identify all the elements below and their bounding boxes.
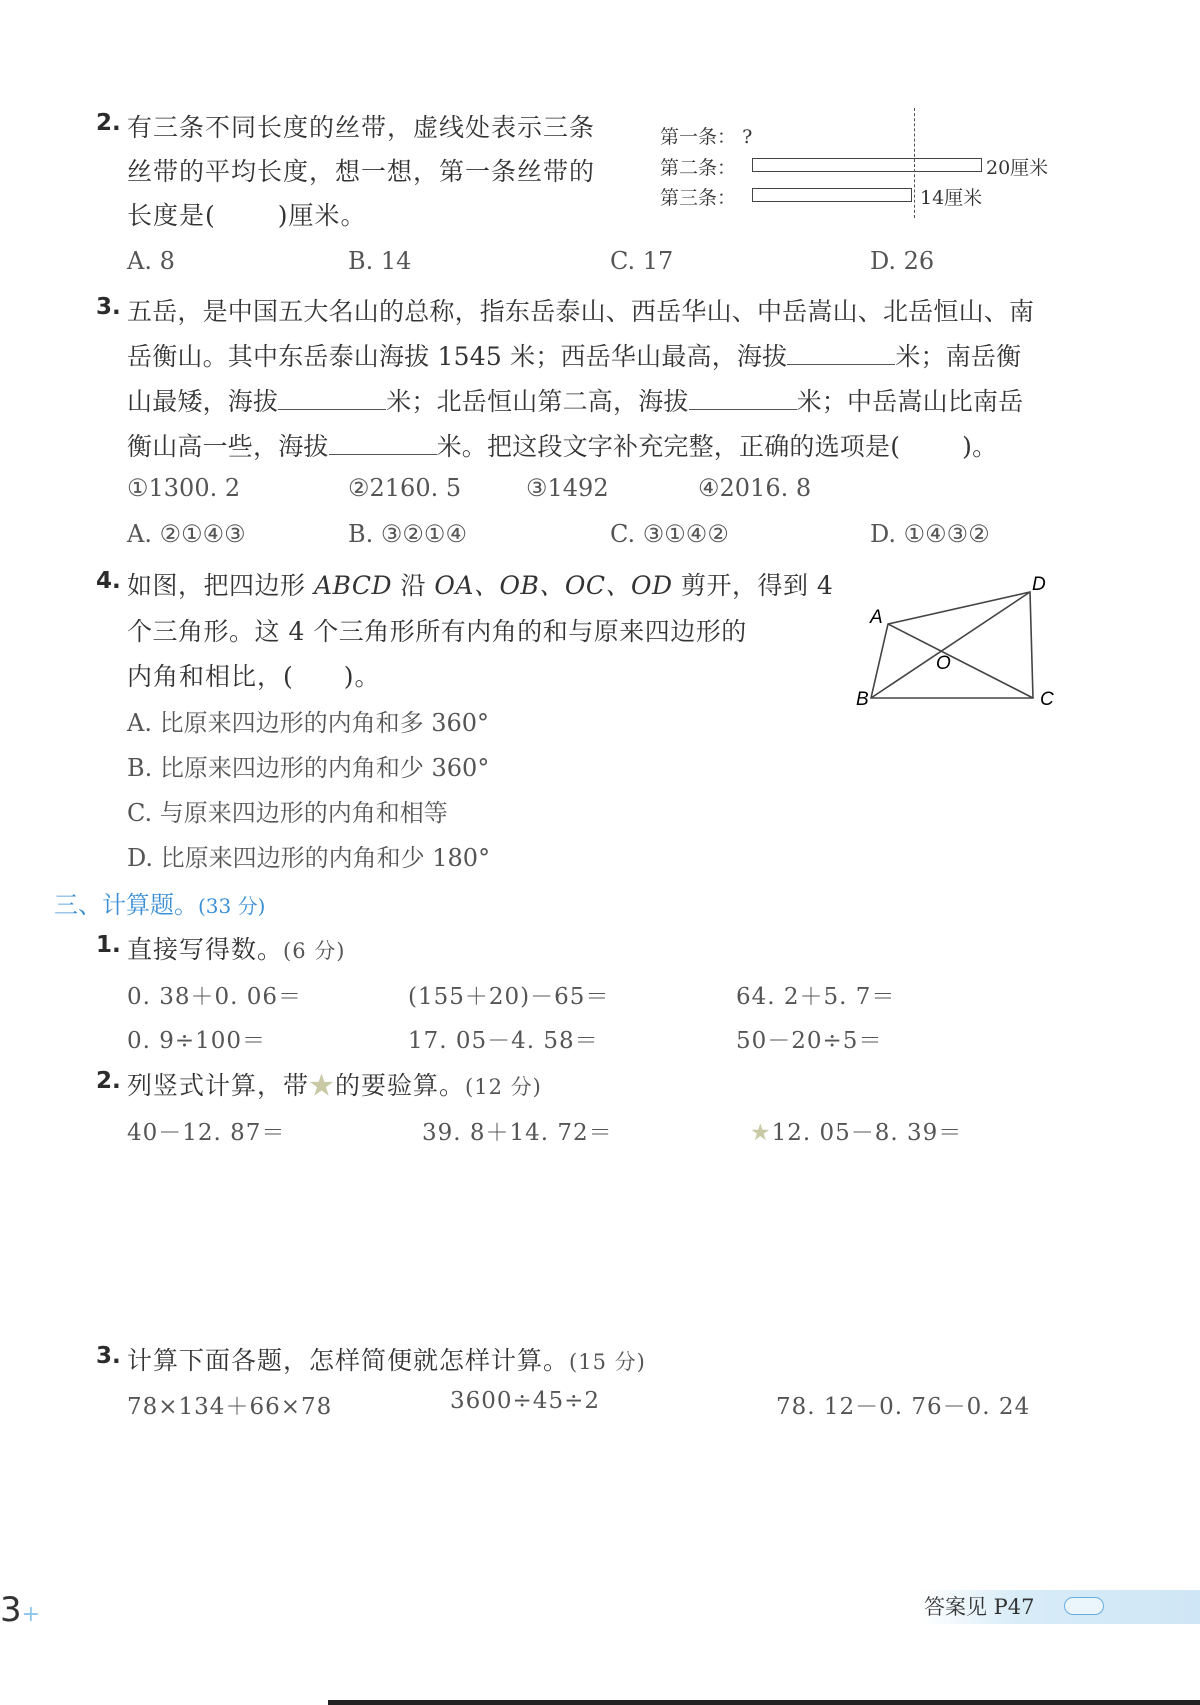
c1-item-6: 50－20÷5＝ xyxy=(736,1028,883,1054)
ribbon-3-length: 14厘米 xyxy=(920,187,983,209)
quadrilateral-figure xyxy=(840,575,1080,715)
c1-title: 直接写得数。(6 分) xyxy=(127,935,346,964)
q3-number: 3. xyxy=(96,294,121,320)
q4-line3: 内角和相比，( )。 xyxy=(127,662,381,691)
q3-value-2: ②2160. 5 xyxy=(348,474,462,502)
q3-option-a: A. ②①④③ xyxy=(127,520,246,548)
answer-reference: 答案见 P47 xyxy=(924,1595,1035,1619)
c1-item-4: 0. 9÷100＝ xyxy=(127,1028,267,1054)
ribbon-3-label: 第三条： xyxy=(660,187,737,209)
rocket-icon xyxy=(1064,1597,1104,1615)
average-dashed-line xyxy=(914,108,915,218)
q4-option-d: D. 比原来四边形的内角和少 180° xyxy=(127,844,491,872)
blank-huashan xyxy=(787,342,895,365)
q4-number: 4. xyxy=(96,568,121,594)
blank-hengshan-north xyxy=(689,387,797,410)
q2-line2: 丝带的平均长度，想一想，第一条丝带的 xyxy=(127,157,596,186)
ribbon-3-bar xyxy=(752,188,912,202)
q3-option-d: D. ①④③② xyxy=(870,520,990,548)
q3-value-3: ③1492 xyxy=(526,474,609,502)
c2-item-2: 39. 8＋14. 72＝ xyxy=(422,1120,613,1146)
c3-item-3: 78. 12－0. 76－0. 24 xyxy=(776,1394,1031,1420)
c1-item-3: 64. 2＋5. 7＝ xyxy=(736,984,896,1010)
section-title: 三、计算题。(33 分) xyxy=(54,891,266,919)
q2-line3: 长度是( )厘米。 xyxy=(127,201,367,230)
q3-line4: 衡山高一些，海拔 米。把这段文字补充完整，正确的选项是( )。 xyxy=(127,432,998,461)
c1-item-5: 17. 05－4. 58＝ xyxy=(408,1028,599,1054)
q4-line1: 如图，把四边形 ABCD 沿 OA、OB、OC、OD 剪开，得到 4 xyxy=(127,571,834,600)
q3-line1: 五岳，是中国五大名山的总称，指东岳泰山、西岳华山、中岳嵩山、北岳恒山、南 xyxy=(127,297,1035,326)
q2-option-c: C. 17 xyxy=(610,247,674,275)
c3-item-1: 78×134＋66×78 xyxy=(127,1394,333,1420)
ribbon-2-bar xyxy=(752,158,982,172)
c3-title: 计算下面各题，怎样简便就怎样计算。(15 分) xyxy=(127,1346,646,1375)
q3-line3: 山最矮，海拔 米；北岳恒山第二高，海拔 米；中岳嵩山比南岳 xyxy=(127,387,1024,416)
c1-number: 1. xyxy=(96,932,121,958)
vertex-d-label: D xyxy=(1032,575,1046,595)
c1-item-1: 0. 38＋0. 06＝ xyxy=(127,984,303,1010)
ribbon-1-label: 第一条： ? xyxy=(660,126,753,148)
q4-option-c: C. 与原来四边形的内角和相等 xyxy=(127,799,448,827)
blank-hengshan-south xyxy=(278,387,386,410)
vertex-a-label: A xyxy=(870,607,883,628)
bottom-edge-line xyxy=(328,1700,1200,1705)
c2-item-1: 40－12. 87＝ xyxy=(127,1120,286,1146)
q2-option-b: B. 14 xyxy=(348,247,412,275)
q2-number: 2. xyxy=(96,110,121,136)
q3-option-c: C. ③①④② xyxy=(610,520,729,548)
page-number: 3+ xyxy=(0,1590,41,1630)
vertex-c-label: C xyxy=(1040,689,1054,710)
star-icon: ★ xyxy=(750,1120,772,1146)
c2-item-3: ★12. 05－8. 39＝ xyxy=(750,1120,963,1146)
c3-number: 3. xyxy=(96,1343,121,1369)
q2-option-d: D. 26 xyxy=(870,247,935,275)
ribbon-2-label: 第二条： xyxy=(660,157,737,179)
q3-option-b: B. ③②①④ xyxy=(348,520,467,548)
q2-option-a: A. 8 xyxy=(127,247,175,275)
c2-number: 2. xyxy=(96,1068,121,1094)
q2-line1: 有三条不同长度的丝带，虚线处表示三条 xyxy=(127,113,596,142)
q4-option-a: A. 比原来四边形的内角和多 360° xyxy=(127,709,490,737)
blank-songshan xyxy=(329,432,437,455)
q3-value-4: ④2016. 8 xyxy=(698,474,812,502)
vertex-b-label: B xyxy=(856,689,869,710)
c2-title: 列竖式计算，带★的要验算。(12 分) xyxy=(127,1071,542,1100)
q3-line2: 岳衡山。其中东岳泰山海拔 1545 米；西岳华山最高，海拔 米；南岳衡 xyxy=(127,342,1022,371)
vertex-o-label: O xyxy=(936,653,951,674)
c1-item-2: (155＋20)－65＝ xyxy=(408,984,610,1010)
q4-option-b: B. 比原来四边形的内角和少 360° xyxy=(127,754,490,782)
q3-value-1: ①1300. 2 xyxy=(127,474,241,502)
q4-line2: 个三角形。这 4 个三角形所有内角的和与原来四边形的 xyxy=(127,617,747,646)
star-icon: ★ xyxy=(309,1071,336,1100)
c3-item-2: 3600÷45÷2 xyxy=(450,1388,600,1414)
ribbon-2-length: 20厘米 xyxy=(986,157,1049,179)
